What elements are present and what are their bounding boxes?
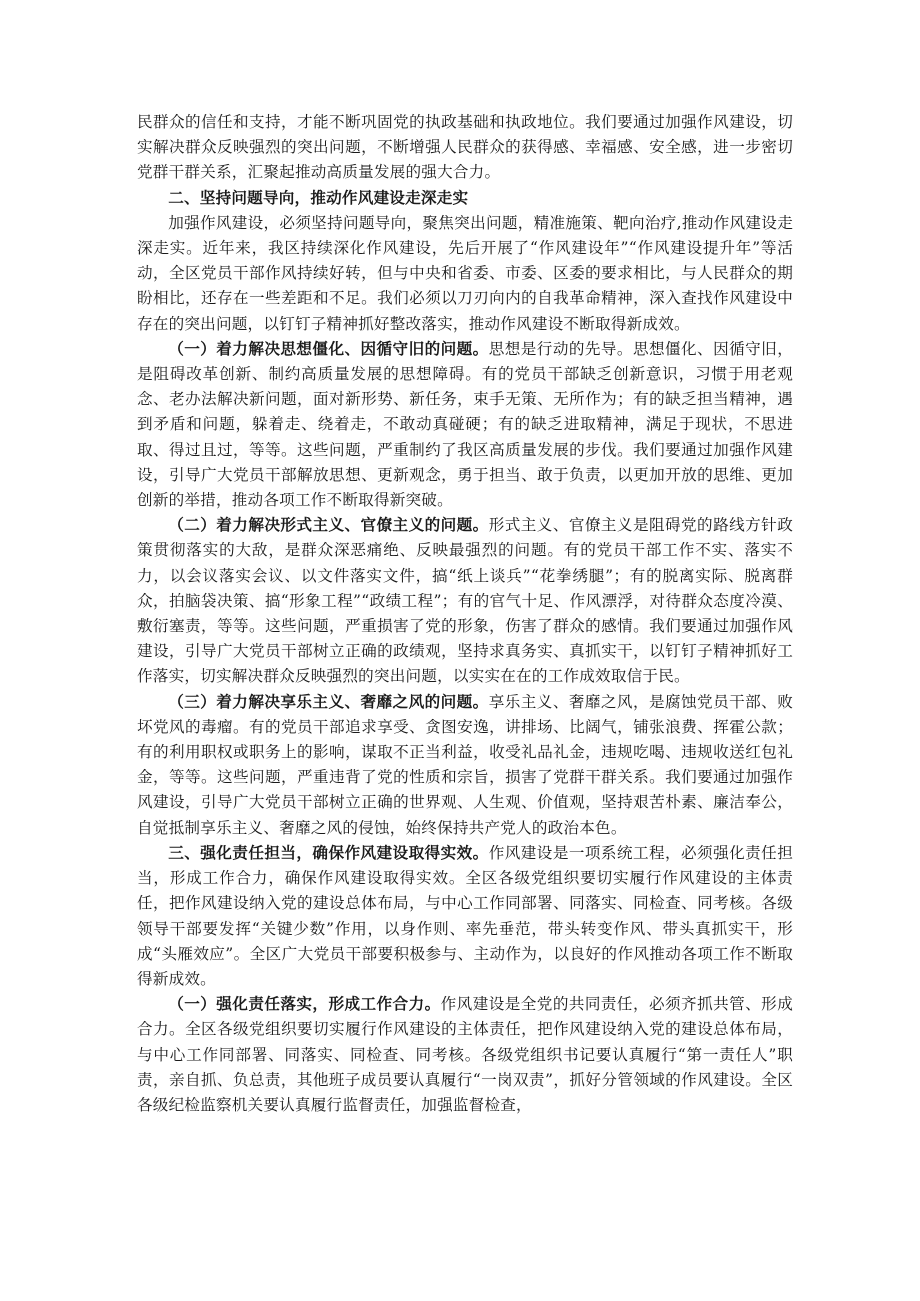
paragraph-intro-continuation: 民群众的信任和支持，才能不断巩固党的执政基础和执政地位。我们要通过加强作风建设，切实解决群众反映强烈的突出问题，不断增强人民群众的获得感、幸福感、安全感，进一步密切党群干群关系，汇聚起推动高质量发展的强大合力。 [137, 113, 793, 182]
paragraph-subsection-1 [137, 337, 793, 513]
paragraph-section-3 [137, 841, 793, 992]
section-3-body: 作风建设是一项系统工程，必须强化责任担当，形成工作合力，确保作风建设取得实效。全区各级党组织要切实履行作风建设的主体责任，把作风建设纳入党的建设总体布局，与中心工作同部署、同落实、同检查、同考核。各级领导干部要发挥“关键少数”作用，以身作则、率先垂范，带头转变作风、带头真抓实干，形成“头雁效应”。全区广大党员干部要积极参与、主动作为，以良好的作风推动各项工作不断取得新成效。 [137, 843, 793, 988]
paragraph-subsection-2 [137, 513, 793, 689]
paragraph-subsection-3 [137, 690, 793, 841]
paragraph-problem-orientation: 加强作风建设，必须坚持问题导向，聚焦突出问题，精准施策、靶向治疗,推动作风建设走深走实。近年来，我区持续深化作风建设，先后开展了“作风建设年”“作风建设提升年”等活动，全区党员干部作风持续好转，但与中央和省委、市委、区委的要求相比，与人民群众的期盼相比，还存在一些差距和不足。我们必须以刀刃向内的自我革命精神，深入查找作风建设中存在的突出问题，以钉钉子精神抓好整改落实，推动作风建设不断取得新成效。 [137, 213, 793, 333]
section-3-subsection-1-body: 作风建设是全党的共同责任，必须齐抓共管、形成合力。全区各级党组织要切实履行作风建设的主体责任，把作风建设纳入党的建设总体布局，与中心工作同部署、同落实、同检查、同考核。各级党组织书记要认真履行“第一责任人”职责，亲自抓、负总责，其他班子成员要认真履行“一岗双责”，抓好分管领域的作风建设。全区各级纪检监察机关要认真履行监督责任，加强监督检查， [137, 995, 793, 1114]
paragraph-section-3-subsection-1 [137, 992, 793, 1118]
subsection-2-body: 形式主义、官僚主义是阻碍党的路线方针政策贯彻落实的大敌，是群众深恶痛绝、反映最强烈的问题。有的党员干部工作不实、落实不力，以会议落实会议、以文件落实文件，搞“纸上谈兵”“花拳绣腿”；有的脱离实际、脱离群众，拍脑袋决策、搞“形象工程”“政绩工程”；有的官气十足、作风漂浮，对待群众态度冷漠、敷衍塞责，等等。这些问题，严重损害了党的形象，伤害了群众的感情。我们要通过加强作风建设，引导广大党员干部树立正确的政绩观，坚持求真务实、真抓实干，以钉钉子精神抓好工作落实，切实解决群众反映强烈的突出问题，以实实在在的工作成效取信于民。 [137, 516, 793, 686]
subsection-1-lead: （一）着力解决思想僵化、因循守旧的问题。 [168, 339, 489, 358]
document-page [137, 110, 793, 1118]
subsection-2-lead: （二）着力解决形式主义、官僚主义的问题。 [168, 516, 489, 535]
subsection-1-body: 思想是行动的先导。思想僵化、因循守旧，是阻碍改革创新、制约高质量发展的思想障碍。有的党员干部缺乏创新意识，习惯于用老观念、老办法解决新问题，面对新形势、新任务，束手无策、无所作为；有的缺乏担当精神，遇到矛盾和问题，躲着走、绕着走，不敢动真碰硬；有的缺乏进取精神，满足于现状，不思进取、得过且过，等等。这些问题，严重制约了我区高质量发展的步伐。我们要通过加强作风建设，引导广大党员干部解放思想、更新观念，勇于担当、敢于负责，以更加开放的思维、更加创新的举措，推动各项工作不断取得新突破。 [137, 339, 793, 510]
subsection-3-lead: （三）着力解决享乐主义、奢靡之风的问题。 [168, 692, 489, 711]
section-3-lead: 三、强化责任担当，确保作风建设取得实效。 [168, 843, 489, 862]
subsection-3-body: 享乐主义、奢靡之风，是腐蚀党员干部、败坏党风的毒瘤。有的党员干部追求享受、贪图安逸，讲排场、比阔气，铺张浪费、挥霍公款；有的利用职权或职务上的影响，谋取不正当利益，收受礼品礼金，违规吃喝、违规收送红包礼金，等等。这些问题，严重违背了党的性质和宗旨，损害了党群干群关系。我们要通过加强作风建设，引导广大党员干部树立正确的世界观、人生观、价值观，坚持艰苦朴素、廉洁奉公，自觉抵制享乐主义、奢靡之风的侵蚀，始终保持共产党人的政治本色。 [137, 692, 793, 837]
section-heading-problem-orientation: 二、坚持问题导向，推动作风建设走深走实 [168, 188, 469, 207]
section-3-subsection-1-lead: （一）强化责任落实，形成工作合力。 [168, 995, 441, 1014]
